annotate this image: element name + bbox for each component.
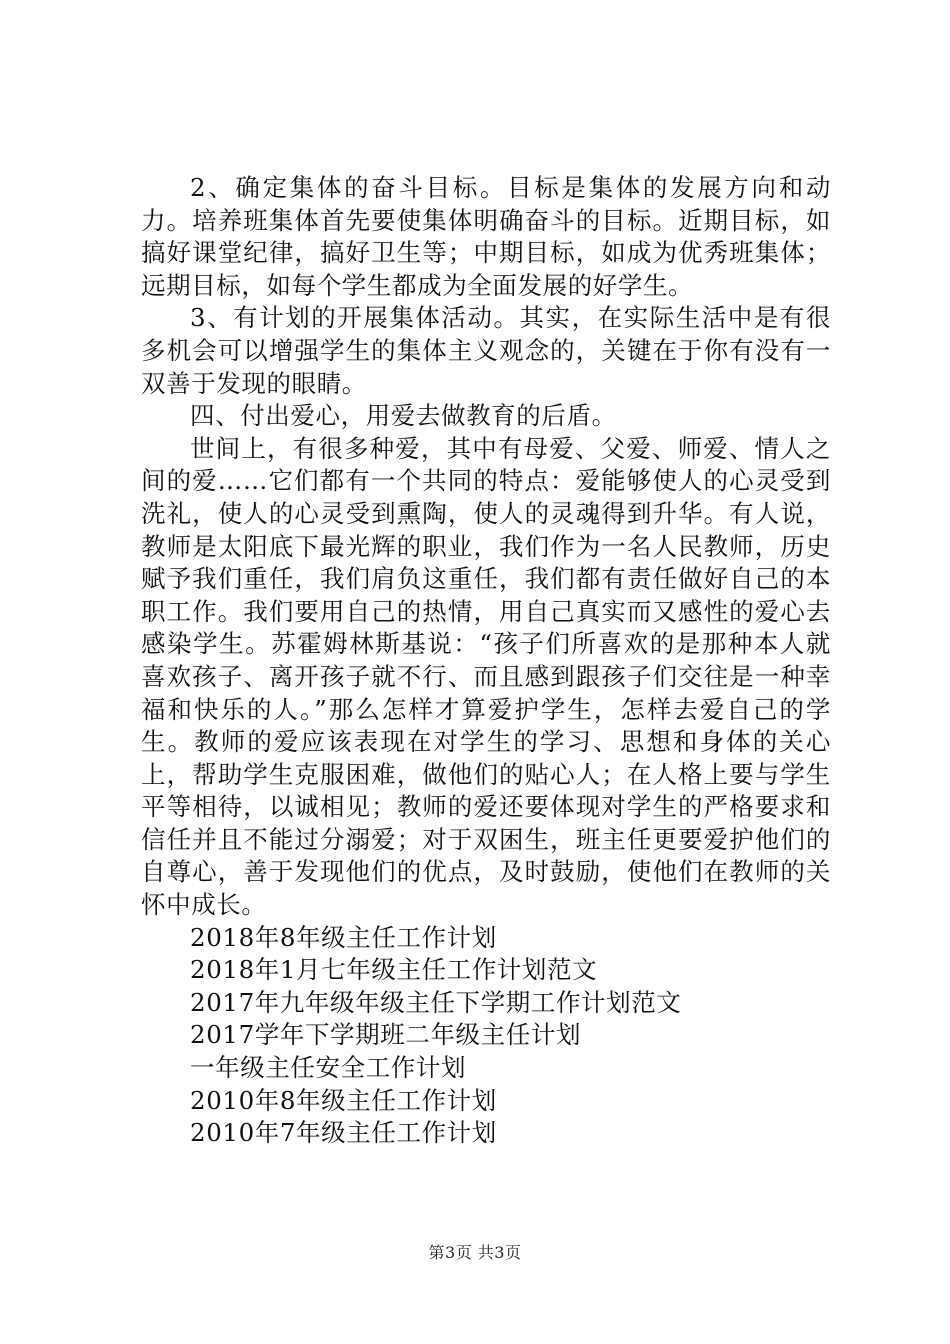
paragraph-collective-goal: 2、确定集体的奋斗目标。目标是集体的发展方向和动力。培养班集体首先要使集体明确奋斗的目标。近期目标，如搞好课堂纪律，搞好卫生等；中期目标，如成为优秀班集体；远期目标，如每个学生都成为全面发展的好学生。 — [141, 173, 831, 300]
section-heading-love: 四、付出爱心，用爱去做教育的后盾。 — [190, 401, 617, 431]
related-link[interactable]: 2018年1月七年级主任工作计划范文 — [190, 955, 598, 985]
page-number-footer: 第3页 共3页 — [428, 1243, 522, 1262]
related-link[interactable]: 2018年8年级主任工作计划 — [190, 922, 497, 952]
related-links-list — [141, 922, 831, 1150]
related-link[interactable]: 2017学年下学期班二年级主任计划 — [190, 1020, 582, 1050]
related-link[interactable]: 2010年8年级主任工作计划 — [190, 1085, 497, 1115]
paragraph-teacher-love: 世间上，有很多种爱，其中有母爱、父爱、师爱、情人之间的爱……它们都有一个共同的特点：爱能够使人的心灵受到洗礼，使人的心灵受到熏陶，使人的灵魂得到升华。有人说，教师是太阳底下最光辉的职业，我们作为一名人民教师，历史赋予我们重任，我们肩负这重任，我们都有责任做好自己的本职工作。我们要用自己的热情，用自己真实而又感性的爱心去感染学生。苏霍姆林斯基说：“孩子们所喜欢的是那种本人就喜欢孩子、离开孩子就不行、而且感到跟孩子们交往是一种幸福和快乐的人。”那么怎样才算爱护学生，怎样去爱自己的学生。教师的爱应该表现在对学生的学习、思想和身体的关心上，帮助学生克服困难，做他们的贴心人；在人格上要与学生平等相待，以诚相见；教师的爱还要体现对学生的严格要求和信任并且不能过分溺爱；对于双困生，班主任更要爱护他们的自尊心，善于发现他们的优点，及时鼓励，使他们在教师的关怀中成长。 — [141, 433, 831, 920]
paragraph-collective-activities: 3、有计划的开展集体活动。其实，在实际生活中是有很多机会可以增强学生的集体主义观念的，关键在于你有没有一双善于发现的眼睛。 — [141, 303, 831, 398]
document-body — [141, 172, 831, 1150]
related-link[interactable]: 一年级主任安全工作计划 — [190, 1053, 467, 1083]
related-link[interactable]: 2010年7年级主任工作计划 — [190, 1118, 497, 1148]
related-link[interactable]: 2017年九年级年级主任下学期工作计划范文 — [190, 987, 682, 1017]
